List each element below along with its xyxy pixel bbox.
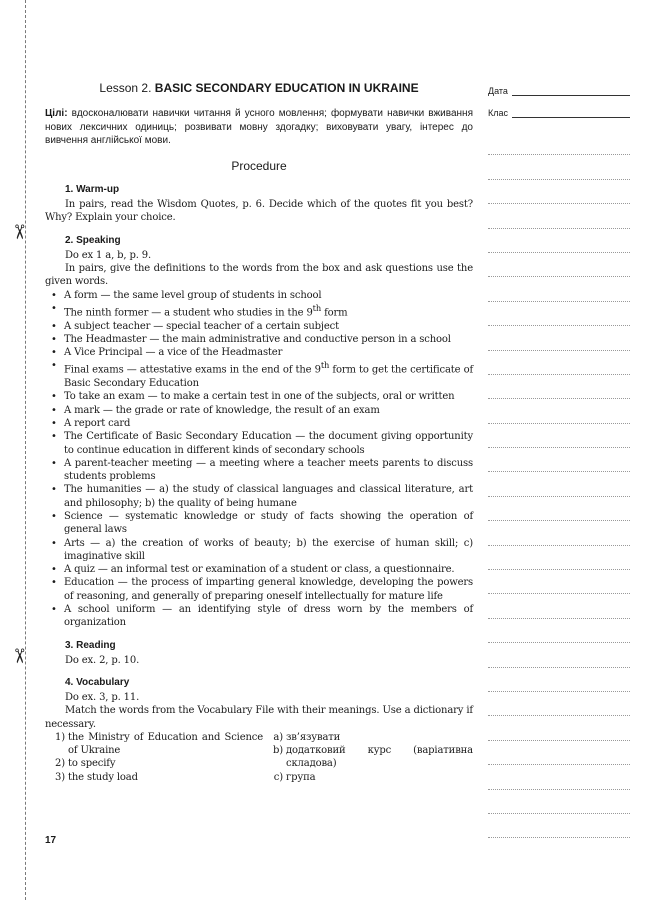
match-item [263, 771, 473, 784]
date-line[interactable] [512, 85, 630, 96]
list-item: • The Certificate of Basic Secondary Education — the document giving opportunity to continue education in different kinds of secondary schools [45, 430, 473, 457]
match-number: 1) [55, 731, 65, 743]
warmup-text: In pairs, read the Wisdom Quotes, p. 6. Decide which of the quotes fit you best? Why? Explain your choice. [45, 199, 473, 224]
matching-exercise [45, 731, 473, 784]
note-line [488, 643, 630, 667]
term-text: form [321, 307, 348, 319]
note-line [488, 180, 630, 204]
term-list [45, 289, 473, 630]
match-meaning: група [286, 771, 316, 783]
list-item: • Science — systematic knowledge or study of facts showing the operation of general laws [45, 510, 473, 537]
note-line [488, 448, 630, 472]
note-line [488, 326, 630, 350]
term-text: The ninth former — a student who studies in the 9 [64, 307, 313, 319]
speaking-instruction-2: In pairs, give the definitions to the words from the box and ask questions use the given words. [45, 262, 473, 288]
term-text: Final exams — attestative exams in the end of the 9 [64, 364, 321, 376]
match-term: the study load [68, 771, 138, 783]
match-item [45, 771, 263, 784]
note-line [488, 375, 630, 399]
match-item [45, 757, 263, 770]
note-line [488, 790, 630, 814]
list-item: • Education — the process of imparting general knowledge, developing the powers of reasoning, and generally of preparing oneself intellectually for mature life [45, 576, 473, 603]
notes-lines [488, 131, 630, 838]
note-line [488, 546, 630, 570]
note-line [488, 594, 630, 618]
note-line [488, 619, 630, 643]
cut-line [25, 0, 26, 900]
list-item: • A report card [45, 417, 473, 430]
match-letter: b) [272, 745, 283, 757]
match-number: 2) [55, 758, 65, 770]
note-line [488, 155, 630, 179]
note-line [488, 692, 630, 716]
match-term: to specify [68, 758, 116, 770]
note-line [488, 741, 630, 765]
reading-heading: 3. Reading [65, 639, 116, 651]
speaking-heading: 2. Speaking [65, 234, 121, 246]
list-item: • A school uniform — an identifying style of dress worn by the members of organization [45, 603, 473, 630]
list-item: • Arts — a) the creation of works of beauty; b) the exercise of human skill; c) imaginative skill [45, 537, 473, 564]
match-number: 3) [55, 771, 65, 783]
note-line [488, 277, 630, 301]
note-line [488, 521, 630, 545]
note-line [488, 765, 630, 789]
note-line [488, 668, 630, 692]
list-item: • A form — the same level group of students in school [45, 289, 473, 302]
vocabulary-instruction-2: Match the words from the Vocabulary File with their meanings. Use a dictionary if necessary. [45, 705, 473, 730]
aims-label: Цілі: [45, 108, 68, 120]
reading-text: Do ex. 2, p. 10. [65, 654, 140, 666]
date-label: Дата [488, 86, 508, 96]
class-label: Клас [488, 108, 508, 118]
note-line [488, 472, 630, 496]
date-field[interactable] [488, 80, 630, 96]
note-line [488, 351, 630, 375]
list-item: • A mark — the grade or rate of knowledge, the result of an exam [45, 404, 473, 417]
lesson-number: Lesson 2. [99, 81, 152, 95]
note-line [488, 302, 630, 326]
superscript: th [312, 302, 322, 313]
note-line [488, 204, 630, 228]
list-item: • The Headmaster — the main administrative and conductive person in a school [45, 333, 473, 346]
aims-text: вдосконалювати навички читання й усного мовлення; формувати навички вживання нових лексичних одиниць; розвивати мовну здогадку; виховувати увагу, інтерес до вивчення англійської мови. [45, 108, 473, 147]
page-number: 17 [45, 835, 57, 846]
term-text: form to get the certificate of Basic Secondary Education [64, 364, 473, 390]
class-field[interactable] [488, 102, 630, 118]
note-line [488, 253, 630, 277]
list-item: • The humanities — a) the study of classical languages and classical literature, art and philosophy; b) the quality of being humane [45, 483, 473, 510]
match-term: the Ministry of Education and Science of Ukraine [68, 731, 263, 757]
match-letter: a) [273, 731, 283, 743]
match-letter: c) [273, 771, 283, 783]
superscript: th [320, 360, 330, 371]
class-line[interactable] [512, 107, 630, 118]
match-meaning: додатковий курс (варіативна складова) [286, 745, 473, 770]
list-item: • A subject teacher — special teacher of a certain subject [45, 320, 473, 333]
vocabulary-heading: 4. Vocabulary [65, 676, 130, 688]
lesson-title [45, 82, 473, 95]
list-item: • To take an exam — to make a certain test in one of the subjects, oral or written [45, 390, 473, 403]
note-line [488, 716, 630, 740]
warmup-heading: 1. Warm-up [65, 184, 120, 196]
match-item [263, 731, 473, 744]
note-line [488, 399, 630, 423]
note-line [488, 424, 630, 448]
matching-left-column [45, 731, 263, 784]
match-item [45, 731, 263, 758]
lesson-topic: BASIC SECONDARY EDUCATION IN UKRAINE [154, 81, 419, 95]
speaking-instruction-1: Do ex 1 a, b, p. 9. [65, 249, 152, 261]
match-item [263, 744, 473, 771]
list-item [45, 359, 473, 390]
matching-right-column [263, 731, 473, 784]
note-line [488, 131, 630, 155]
procedure-heading: Procedure [231, 158, 287, 173]
note-line [488, 570, 630, 594]
scissors-icon: ✂ [7, 223, 32, 241]
notes-sidebar [488, 80, 630, 124]
list-item: • A Vice Principal — a vice of the Headmaster [45, 346, 473, 359]
scissors-icon: ✂ [7, 647, 32, 665]
note-line [488, 497, 630, 521]
list-item: • A quiz — an informal test or examination of a student or class, a questionnaire. [45, 563, 473, 576]
list-item [45, 302, 473, 320]
lesson-content [45, 80, 473, 784]
note-line [488, 814, 630, 838]
note-line [488, 229, 630, 253]
list-item: • A parent-teacher meeting — a meeting where a teacher meets parents to discuss students problems [45, 457, 473, 484]
lesson-aims [45, 107, 473, 148]
match-meaning: зв’язувати [286, 731, 341, 743]
vocabulary-instruction-1: Do ex. 3, p. 11. [65, 691, 140, 703]
